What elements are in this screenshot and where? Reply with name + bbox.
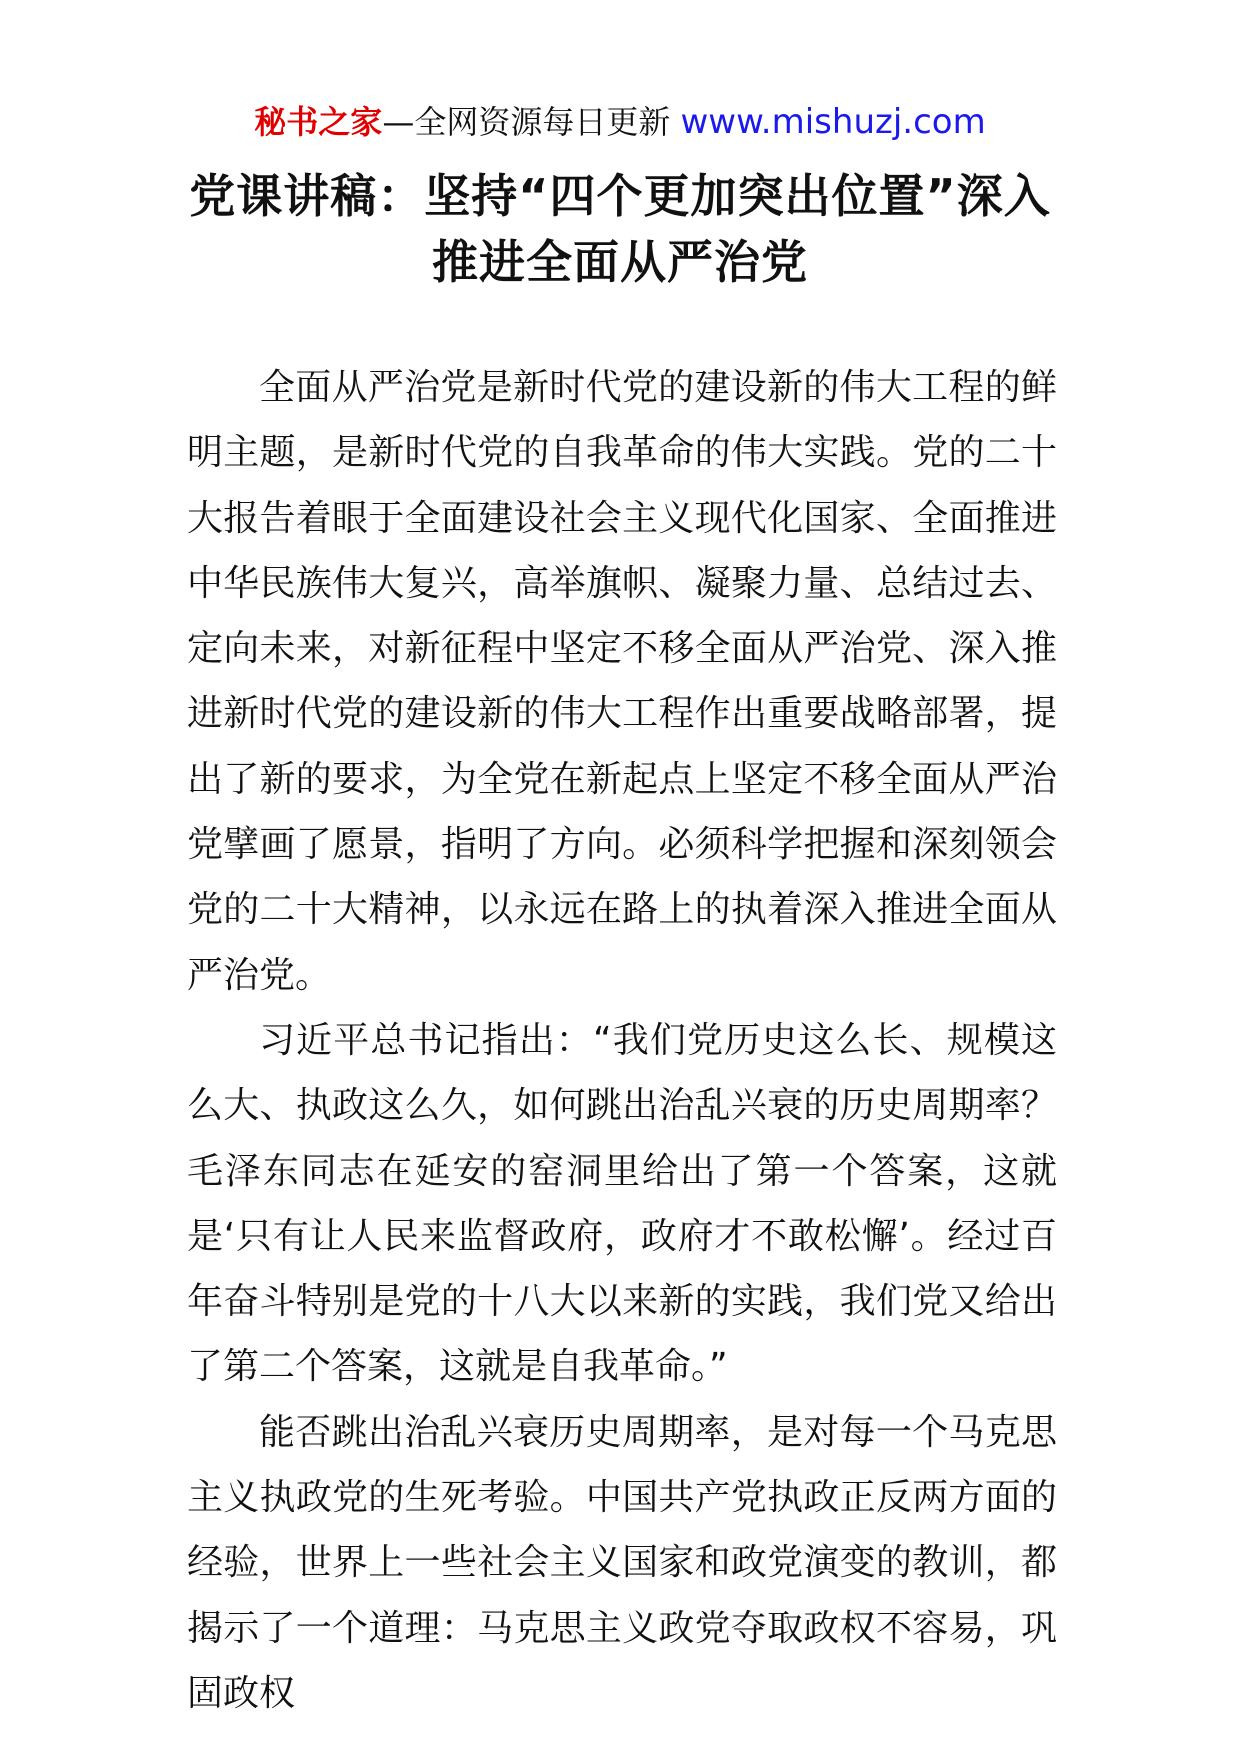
- paragraph-1: 全面从严治党是新时代党的建设新的伟大工程的鲜明主题，是新时代党的自我革命的伟大实践。党的二十大报告着眼于全面建设社会主义现代化国家、全面推进中华民族伟大复兴，高举旗帜、凝聚力量、总结过去、定向未来，对新征程中坚定不移全面从严治党、深入推进新时代党的建设新的伟大工程作出重要战略部署，提出了新的要求，为全党在新起点上坚定不移全面从严治党擘画了愿景，指明了方向。必须科学把握和深刻领会党的二十大精神，以永远在路上的执着深入推进全面从严治党。: [187, 367, 1057, 996]
- brand-name: 秘书之家: [254, 103, 383, 141]
- header-tagline: —全网资源每日更新: [382, 103, 671, 141]
- paragraph-3: 能否跳出治乱兴衰历史周期率，是对每一个马克思主义执政党的生死考验。中国共产党执政正反两方面的经验，世界上一些社会主义国家和政党演变的教训，都揭示了一个道理：马克思主义政党夺取政权不容易，巩固政权: [187, 1411, 1057, 1714]
- document-body: [187, 355, 1057, 1726]
- document-title: 党课讲稿：坚持“四个更加突出位置”深入推进全面从严治党: [189, 169, 1051, 289]
- website-link[interactable]: www.mishuzj.com: [680, 102, 986, 142]
- paragraph-2: 习近平总书记指出：“我们党历史这么长、规模这么大、执政这么久，如何跳出治乱兴衰的历史周期率？毛泽东同志在延安的窑洞里给出了第一个答案，这就是‘只有让人民来监督政府，政府才不敢松懈’。经过百年奋斗特别是党的十八大以来新的实践，我们党又给出了第二个答案，这就是自我革命。”: [187, 1019, 1057, 1388]
- watermark-header: [0, 100, 1240, 144]
